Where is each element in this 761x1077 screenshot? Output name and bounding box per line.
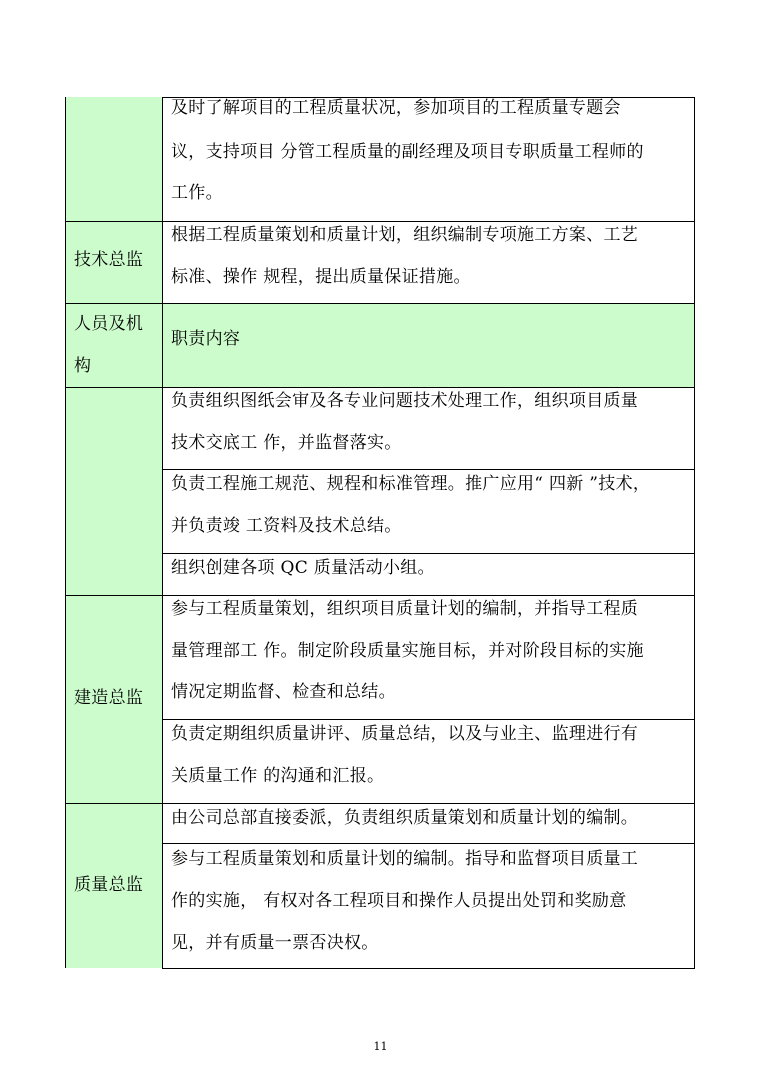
table-bottom-border xyxy=(162,968,695,969)
page-number: 11 xyxy=(373,1040,388,1053)
cell-text-line: 见，并有质量一票否决权。 xyxy=(171,933,379,953)
cell-text-line: 参与工程质量策划，组织项目质量计划的编制，并指导工程质 xyxy=(171,599,639,619)
row-divider xyxy=(66,303,695,304)
cell-text-line: 由公司总部直接委派，负责组织质量策划和质量计划的编制。 xyxy=(171,808,639,828)
cell-text-line: 负责工程施工规范、规程和标准管理。推广应用“ 四新 ”技术， xyxy=(171,474,651,494)
cell-text-line: 标准、操作 规程，提出质量保证措施。 xyxy=(171,267,471,287)
cell-text-line: 并负责竣 工资料及技术总结。 xyxy=(171,516,402,536)
cell-text-line: 作的实施， 有权对各工程项目和操作人员提出处罚和奖励意 xyxy=(171,891,627,911)
role-cell-continued xyxy=(66,97,162,221)
cell-text-line: 组织创建各项 QC 质量活动小组。 xyxy=(171,558,435,578)
header-col1-line2: 构 xyxy=(74,356,92,376)
role-label-tech-director: 技术总监 xyxy=(74,250,144,270)
role-cell-tech-group xyxy=(66,387,162,595)
cell-text-line: 量管理部工 作。制定阶段质量实施目标，并对阶段目标的实施 xyxy=(171,641,644,661)
cell-text-line: 关质量工作 的沟通和汇报。 xyxy=(171,766,385,786)
cell-text-line: 技术交底工 作，并监督落实。 xyxy=(171,433,402,453)
header-col2: 职责内容 xyxy=(171,329,241,349)
header-col1-line1: 人员及机 xyxy=(74,314,144,334)
cell-text-line: 工作。 xyxy=(171,183,223,203)
cell-text-line: 根据工程质量策划和质量计划，组织编制专项施工方案、工艺 xyxy=(171,225,639,245)
cell-text-line: 负责定期组织质量讲评、质量总结，以及与业主、监理进行有 xyxy=(171,724,639,744)
cell-text-line: 参与工程质量策划和质量计划的编制。指导和监督项目质量工 xyxy=(171,849,639,869)
table-left-border xyxy=(65,97,66,968)
cell-text-line: 情况定期监督、检查和总结。 xyxy=(171,682,396,702)
cell-text-line: 负责组织图纸会审及各专业问题技术处理工作，组织项目质量 xyxy=(171,391,639,411)
cell-text-line: 及时了解项目的工程质量状况，参加项目的工程质量专题会 xyxy=(171,98,621,118)
header-row xyxy=(66,303,695,387)
role-label-quality-director: 质量总监 xyxy=(74,875,144,895)
cell-text-line: 议，支持项目 分管工程质量的副经理及项目专职质量工程师的 xyxy=(171,142,644,162)
role-label-construction-director: 建造总监 xyxy=(74,688,144,708)
table-right-border xyxy=(694,97,695,968)
column-divider xyxy=(162,97,163,968)
